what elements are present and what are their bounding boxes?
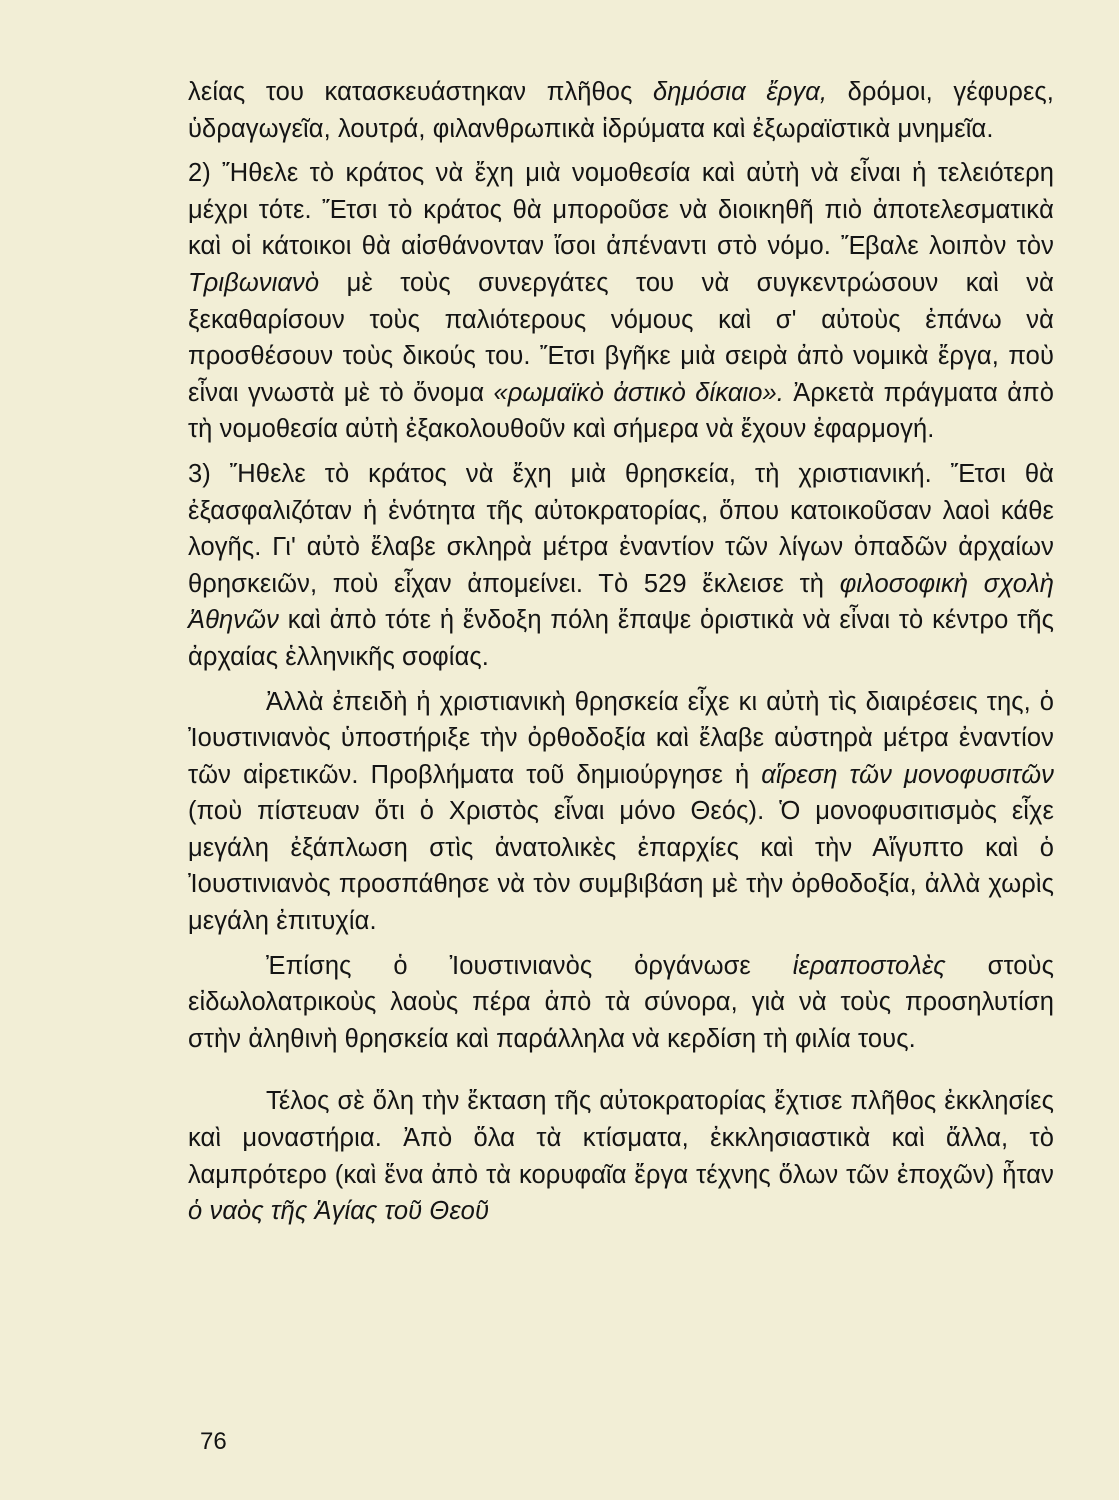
text-segment: Ἀρκετὰ πράγματα ἀπὸ τὴ νομοθεσία αὐτὴ ἐξακολουθοῦν καὶ σήμερα νὰ ἔχουν ἐφαρμογή. xyxy=(188,378,1055,444)
paragraph-missions xyxy=(188,948,1054,1058)
text-segment: (ποὺ πίστευαν ὅτι ὁ Χριστὸς εἶναι μόνο Θεός). Ὁ μονοφυσιτισμὸς εἶχε μεγάλη ἐξάπλωση στὶς ἀνατολικὲς ἐπαρχίες καὶ τὴν Αἴγυπτο καὶ ὁ Ἰουστινιανὸς προσπάθησε νὰ τὸν συμβιβάση μὲ τὴν ὀρθοδοξία, ἀλλὰ χωρὶς μεγάλη ἐπιτυχία. xyxy=(188,797,1054,936)
text-segment: στοὺς εἰδωλολατρικοὺς λαοὺς πέρα ἀπὸ τὰ σύνορα, γιὰ νὰ τοὺς προσηλυτίση στὴν ἀληθινὴ θρησκεία καὶ παράλληλα νὰ κερδίση τὴ φιλία τους. xyxy=(188,951,1054,1053)
italic-term-athens-school: φιλοσοφικὴ σχολὴ Ἀθηνῶν xyxy=(188,569,1054,635)
text-segment: μὲ τοὺς συνεργάτες του νὰ συγκεντρώσουν καὶ νὰ ξεκαθαρίσουν τοὺς παλιότερους νόμους καὶ σ' αὐτοὺς ἐπάνω νὰ προσθέσουν τοὺς δικούς του. Ἔτσι βγῆκε μιὰ σειρὰ ἀπὸ νομικὰ ἔργα, ποὺ εἶναι γνωστὰ μὲ τὸ ὄνομα xyxy=(188,268,1054,407)
text-segment: 3) Ἤθελε τὸ κράτος νὰ ἔχη μιὰ θρησκεία, τὴ χριστιανική. Ἔτσι θὰ ἐξασφαλιζόταν ἡ ἑνότητα τῆς αὐτοκρατορίας, ὅπου κατοικοῦσαν λαοὶ κάθε λογῆς. Γι' αὐτὸ ἔλαβε σκληρὰ μέτρα ἐναντίον τῶν λίγων ὀπαδῶν ἀρχαίων θρησκειῶν, ποὺ εἶχαν ἀπομείνει. Τὸ 529 ἔκλεισε τὴ xyxy=(188,459,1054,598)
paragraph-churches xyxy=(188,1083,1054,1229)
italic-term-roman-civil-law: «ρωμαϊκὸ ἀστικὸ δίκαιο». xyxy=(493,378,784,407)
italic-term-hagia-sophia: ὁ ναὸς τῆς Ἁγίας τοῦ Θεοῦ xyxy=(188,1197,490,1226)
text-segment: δρόμοι, γέφυρες, ὑδραγωγεῖα, λουτρά, φιλανθρωπικὰ ἱδρύματα καὶ ἐξωραϊστικὰ μνημεῖα. xyxy=(188,78,1054,143)
text-segment: 2) Ἤθελε τὸ κράτος νὰ ἔχη μιὰ νομοθεσία καὶ αὐτὴ νὰ εἶναι ἡ τελειότερη μέχρι τότε. Ἔτσι τὸ κράτος θὰ μποροῦσε νὰ διοικηθῆ πιὸ ἀποτελεσματικὰ καὶ οἱ κάτοικοι θὰ αἰσθάνονταν ἴσοι ἀπέναντι στὸ νόμο. Ἔβαλε λοιπὸν τὸν xyxy=(188,159,1054,261)
text-segment: καὶ ἀπὸ τότε ἡ ἔνδοξη πόλη ἔπαψε ὁριστικὰ νὰ εἶναι τὸ κέντρο τῆς ἀρχαίας ἑλληνικῆς σοφίας. xyxy=(188,606,1054,671)
paragraph-heresies xyxy=(188,684,1054,940)
text-segment: Ἀλλὰ ἐπειδὴ ἡ χριστιανικὴ θρησκεία εἶχε κι αὐτὴ τὶς διαιρέσεις της, ὁ Ἰουστινιανὸς ὑποστήριξε τὴν ὀρθοδοξία καὶ ἔλαβε αὐστηρὰ μέτρα ἐναντίον τῶν αἱρετικῶν. Προβλήματα τοῦ δημιούργησε ἡ xyxy=(188,687,1054,789)
text-segment: Τέλος σὲ ὅλη τὴν ἔκταση τῆς αὐτοκρατορίας ἔχτισε πλῆθος ἐκκλησίες καὶ μοναστήρια. Ἀπὸ ὅλα τὰ κτίσματα, ἐκκλησιαστικὰ καὶ ἄλλα, τὸ λαμπρότερο (καὶ ἕνα ἀπὸ τὰ κορυφαῖα ἔργα τέχνης ὅλων τῶν ἐποχῶν) ἦταν xyxy=(188,1087,1054,1189)
paragraph-religion xyxy=(188,456,1054,676)
paragraph-legislation xyxy=(188,155,1054,448)
body-text xyxy=(188,74,1054,1230)
paragraph-public-works xyxy=(188,74,1054,147)
page-number: 76 xyxy=(200,1428,227,1455)
text-segment: λείας του κατασκευάστηκαν πλῆθος xyxy=(188,78,654,106)
italic-term-monophysites: αἵρεση τῶν μονοφυσιτῶν xyxy=(761,760,1055,789)
italic-term-tribonian: Τριβωνιανὸ xyxy=(188,268,320,297)
text-segment: Ἐπίσης ὁ Ἰουστινιανὸς ὀργάνωσε xyxy=(266,951,793,980)
italic-term-public-works: δημόσια ἔργα, xyxy=(653,78,828,106)
italic-term-missions: ἱεραποστολὲς xyxy=(792,951,946,980)
